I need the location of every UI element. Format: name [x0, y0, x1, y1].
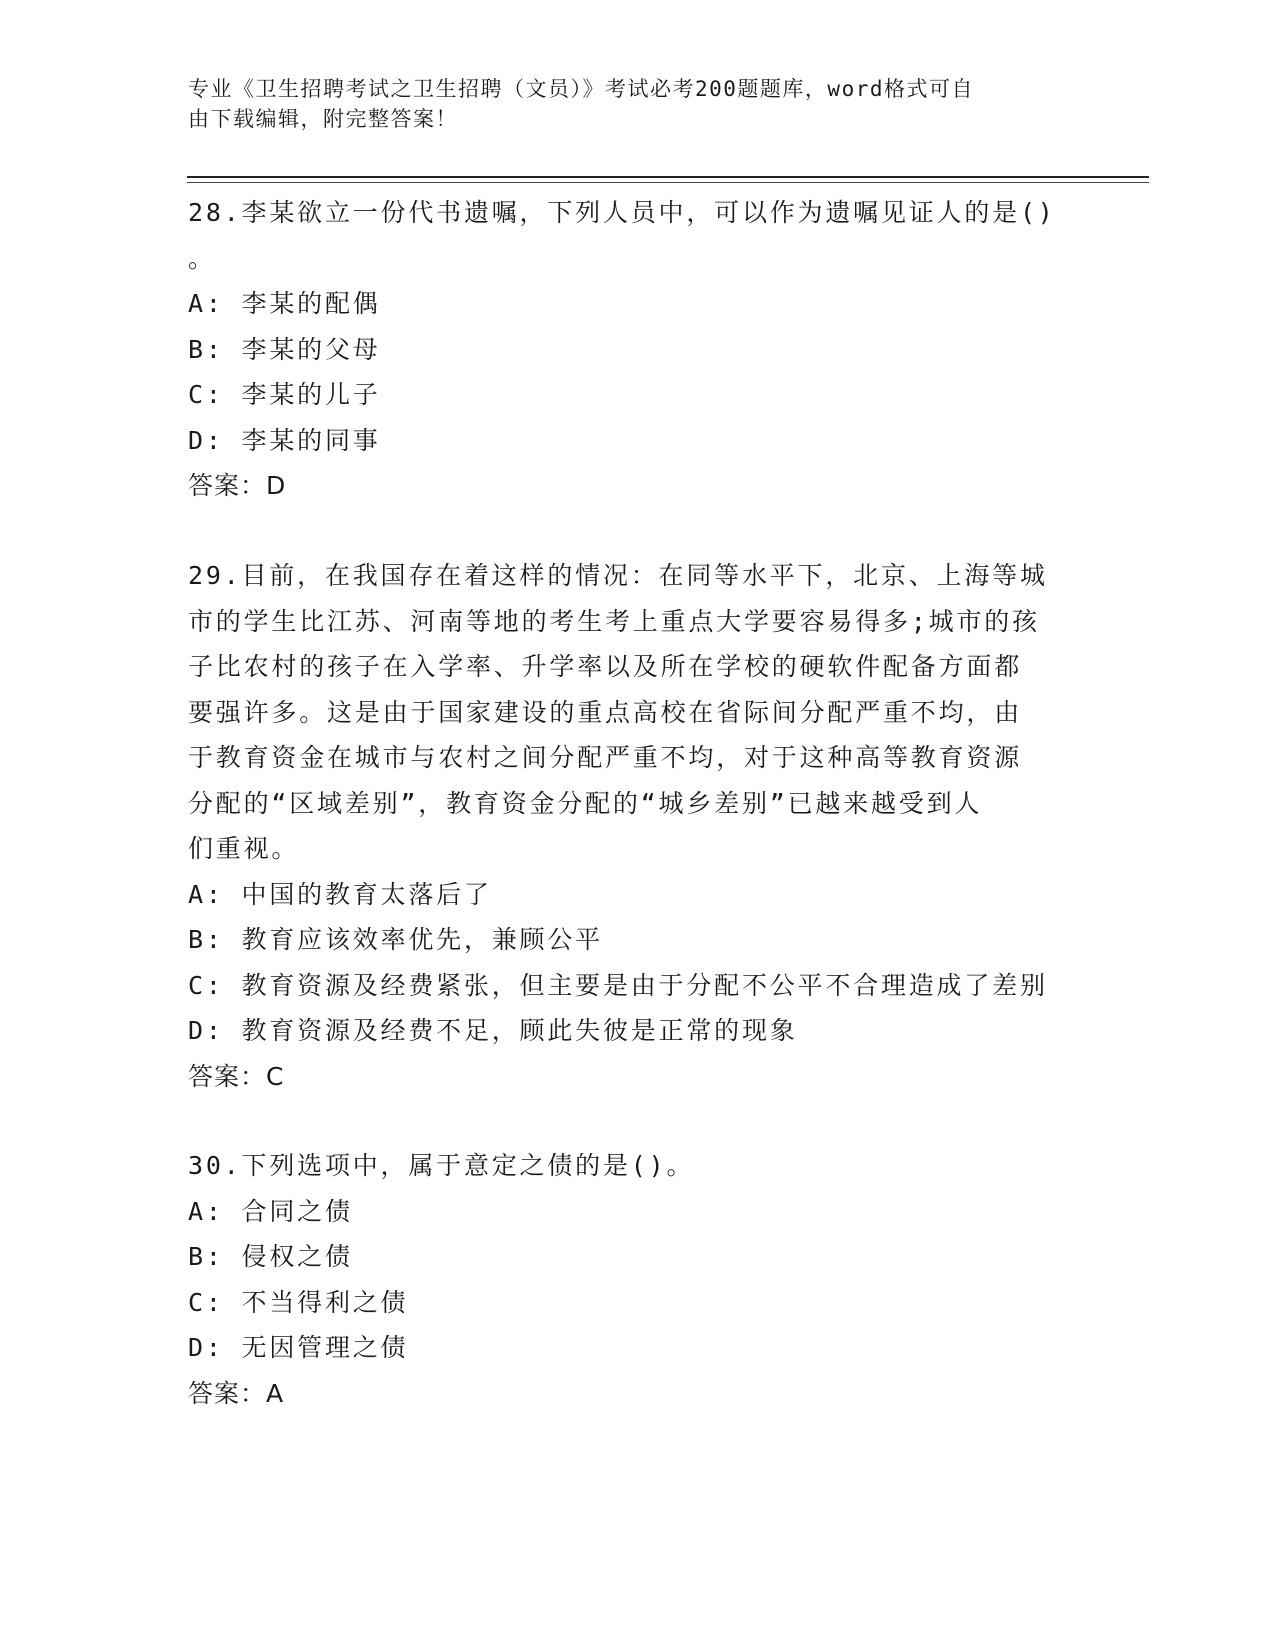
- header-line-2: 由下载编辑，附完整答案！: [188, 107, 458, 131]
- question-30-option-b: B: 侵权之债: [188, 1242, 353, 1271]
- question-29-stem-line-1: 29.目前，在我国存在着这样的情况：在同等水平下，北京、上海等城: [188, 561, 1048, 590]
- question-29-option-b: B: 教育应该效率优先，兼顾公平: [188, 925, 603, 954]
- question-29-stem-line-4: 要强许多。这是由于国家建设的重点高校在省际间分配严重不均，由: [188, 697, 1023, 727]
- header-divider-thin: [187, 182, 1149, 183]
- question-30-option-d: D: 无因管理之债: [188, 1333, 409, 1362]
- question-28-option-c: C: 李某的儿子: [188, 380, 381, 409]
- question-30: [188, 1143, 1078, 1416]
- question-29-option-c: C: 教育资源及经费紧张，但主要是由于分配不公平不合理造成了差别: [188, 970, 1048, 1000]
- question-29-stem-line-7: 们重视。: [188, 834, 300, 863]
- question-29-stem-line-5: 于教育资金在城市与农村之间分配严重不均，对于这种高等教育资源: [188, 743, 1023, 772]
- question-28-option-b: B: 李某的父母: [188, 334, 381, 364]
- question-29-option-d: D: 教育资源及经费不足，顾此失彼是正常的现象: [188, 1016, 798, 1045]
- question-29-stem-line-6: 分配的“区域差别”，教育资金分配的“城乡差别”已越来越受到人: [188, 788, 983, 818]
- question-29-answer: 答案：C: [188, 1061, 285, 1091]
- question-28-stem-line-2: 。: [188, 243, 216, 273]
- question-30-stem-line-1: 30.下列选项中，属于意定之债的是()。: [188, 1151, 695, 1180]
- header-line-1: 专业《卫生招聘考试之卫生招聘（文员）》考试必考200题题库，word格式可自: [188, 77, 974, 101]
- question-29: [188, 553, 1078, 1099]
- question-30-option-a: A: 合同之债: [188, 1196, 353, 1226]
- question-28-answer: 答案：D: [188, 471, 287, 500]
- question-29-stem-line-3: 子比农村的孩子在入学率、升学率以及所在学校的硬软件配备方面都: [188, 652, 1023, 681]
- question-28-option-a: A: 李某的配偶: [188, 289, 381, 318]
- question-28-option-d: D: 李某的同事: [188, 425, 381, 455]
- document-header: [188, 74, 1068, 134]
- question-30-option-c: C: 不当得利之债: [188, 1287, 409, 1317]
- question-29-option-a: A: 中国的教育太落后了: [188, 879, 492, 909]
- question-28-stem-line-1: 28.李某欲立一份代书遗嘱，下列人员中，可以作为遗嘱见证人的是(): [188, 198, 1056, 227]
- question-28: [188, 190, 1078, 509]
- header-divider-thick: [187, 176, 1149, 178]
- question-29-stem-line-2: 市的学生比江苏、河南等地的考生考上重点大学要容易得多;城市的孩: [188, 606, 1040, 636]
- question-30-answer: 答案：A: [188, 1378, 285, 1408]
